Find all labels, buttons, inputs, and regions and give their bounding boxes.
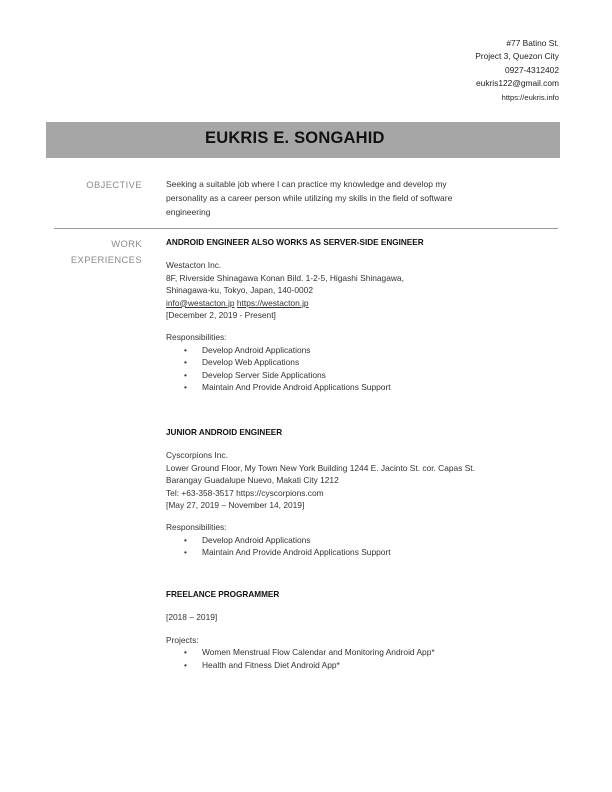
job-dates: [May 27, 2019 – November 14, 2019] xyxy=(166,500,305,511)
company-address-line-1: Lower Ground Floor, My Town New York Building 1244 E. Jacinto St. cor. Capas St. xyxy=(166,462,475,473)
list-item: • Develop Android Applications xyxy=(184,344,311,355)
contact-block xyxy=(475,37,559,104)
responsibilities-label: Responsibilities: xyxy=(166,332,227,343)
bullet-icon: • xyxy=(184,357,187,368)
candidate-name: EUKRIS E. SONGAHID xyxy=(205,129,385,147)
job-title: ANDROID ENGINEER ALSO WORKS AS SERVER-SIDE ENGINEER xyxy=(166,238,424,247)
company-website-link[interactable]: https://westacton.jp xyxy=(236,297,309,308)
bullet-icon: • xyxy=(184,382,187,393)
list-item: • Women Menstrual Flow Calendar and Monitoring Android App* xyxy=(184,647,435,658)
list-item: • Develop Web Applications xyxy=(184,357,300,368)
projects-list xyxy=(166,646,556,671)
job-entry-westacton xyxy=(166,237,556,393)
objective-heading xyxy=(46,177,142,193)
name-banner xyxy=(46,122,560,158)
bullet-icon: • xyxy=(184,647,187,658)
work-heading-line-2: EXPERIENCES xyxy=(70,254,142,265)
work-heading-line-1: WORK xyxy=(111,238,142,249)
list-item: • Develop Android Applications xyxy=(184,534,311,545)
job-dates: [December 2, 2019 - Present] xyxy=(166,310,276,321)
company-name: Cyscorpions Inc. xyxy=(166,450,228,461)
company-address-line-2: Barangay Guadalupe Nuevo, Makati City 1212 xyxy=(166,475,339,486)
job-entry-freelance xyxy=(166,589,556,671)
bullet-icon: • xyxy=(184,369,187,380)
bullet-icon: • xyxy=(184,534,187,545)
email-address: eukris122@gmail.com xyxy=(476,78,559,89)
job-entry-cyscorpions xyxy=(166,427,556,559)
job-title: FREELANCE PROGRAMMER xyxy=(166,590,280,599)
company-links xyxy=(166,297,556,309)
objective-heading-text: OBJECTIVE xyxy=(86,179,142,190)
bullet-icon: • xyxy=(184,659,187,670)
address-line-1: #77 Batino St. xyxy=(506,38,559,48)
list-item: • Health and Fitness Diet Android App* xyxy=(184,659,340,670)
website-url: https://eukris.info xyxy=(501,92,559,102)
address-line-2: Project 3, Quezon City xyxy=(475,51,559,62)
projects-label: Projects: xyxy=(166,634,199,645)
responsibilities-list xyxy=(166,534,556,559)
objective-text: Seeking a suitable job where I can practice my knowledge and develop my personality as a career person while utilizing my skills in the field of software engineering xyxy=(166,179,453,217)
company-name: Westacton Inc. xyxy=(166,260,222,271)
company-address-line-2: Shinagawa-ku, Tokyo, Japan, 140-0002 xyxy=(166,285,313,296)
bullet-icon: • xyxy=(184,547,187,558)
list-item: • Maintain And Provide Android Applications Support xyxy=(184,547,391,558)
responsibilities-list xyxy=(166,344,556,394)
work-experiences-heading xyxy=(46,236,142,268)
bullet-icon: • xyxy=(184,344,187,355)
company-email-link[interactable]: info@westacton.jp xyxy=(166,297,235,308)
phone-number: 0927-4312402 xyxy=(504,64,559,75)
list-item: • Develop Server Side Applications xyxy=(184,369,326,380)
job-dates: [2018 – 2019] xyxy=(166,612,218,623)
section-divider xyxy=(54,228,558,229)
responsibilities-label: Responsibilities: xyxy=(166,522,227,533)
company-contact-line: Tel: +63-358-3517 https://cyscorpions.com xyxy=(166,487,324,498)
job-title: JUNIOR ANDROID ENGINEER xyxy=(166,428,283,437)
list-item: • Maintain And Provide Android Applications Support xyxy=(184,382,391,393)
company-address-line-1: 8F, Riverside Shinagawa Konan Bild. 1-2-5, Higashi Shinagawa, xyxy=(166,272,404,283)
